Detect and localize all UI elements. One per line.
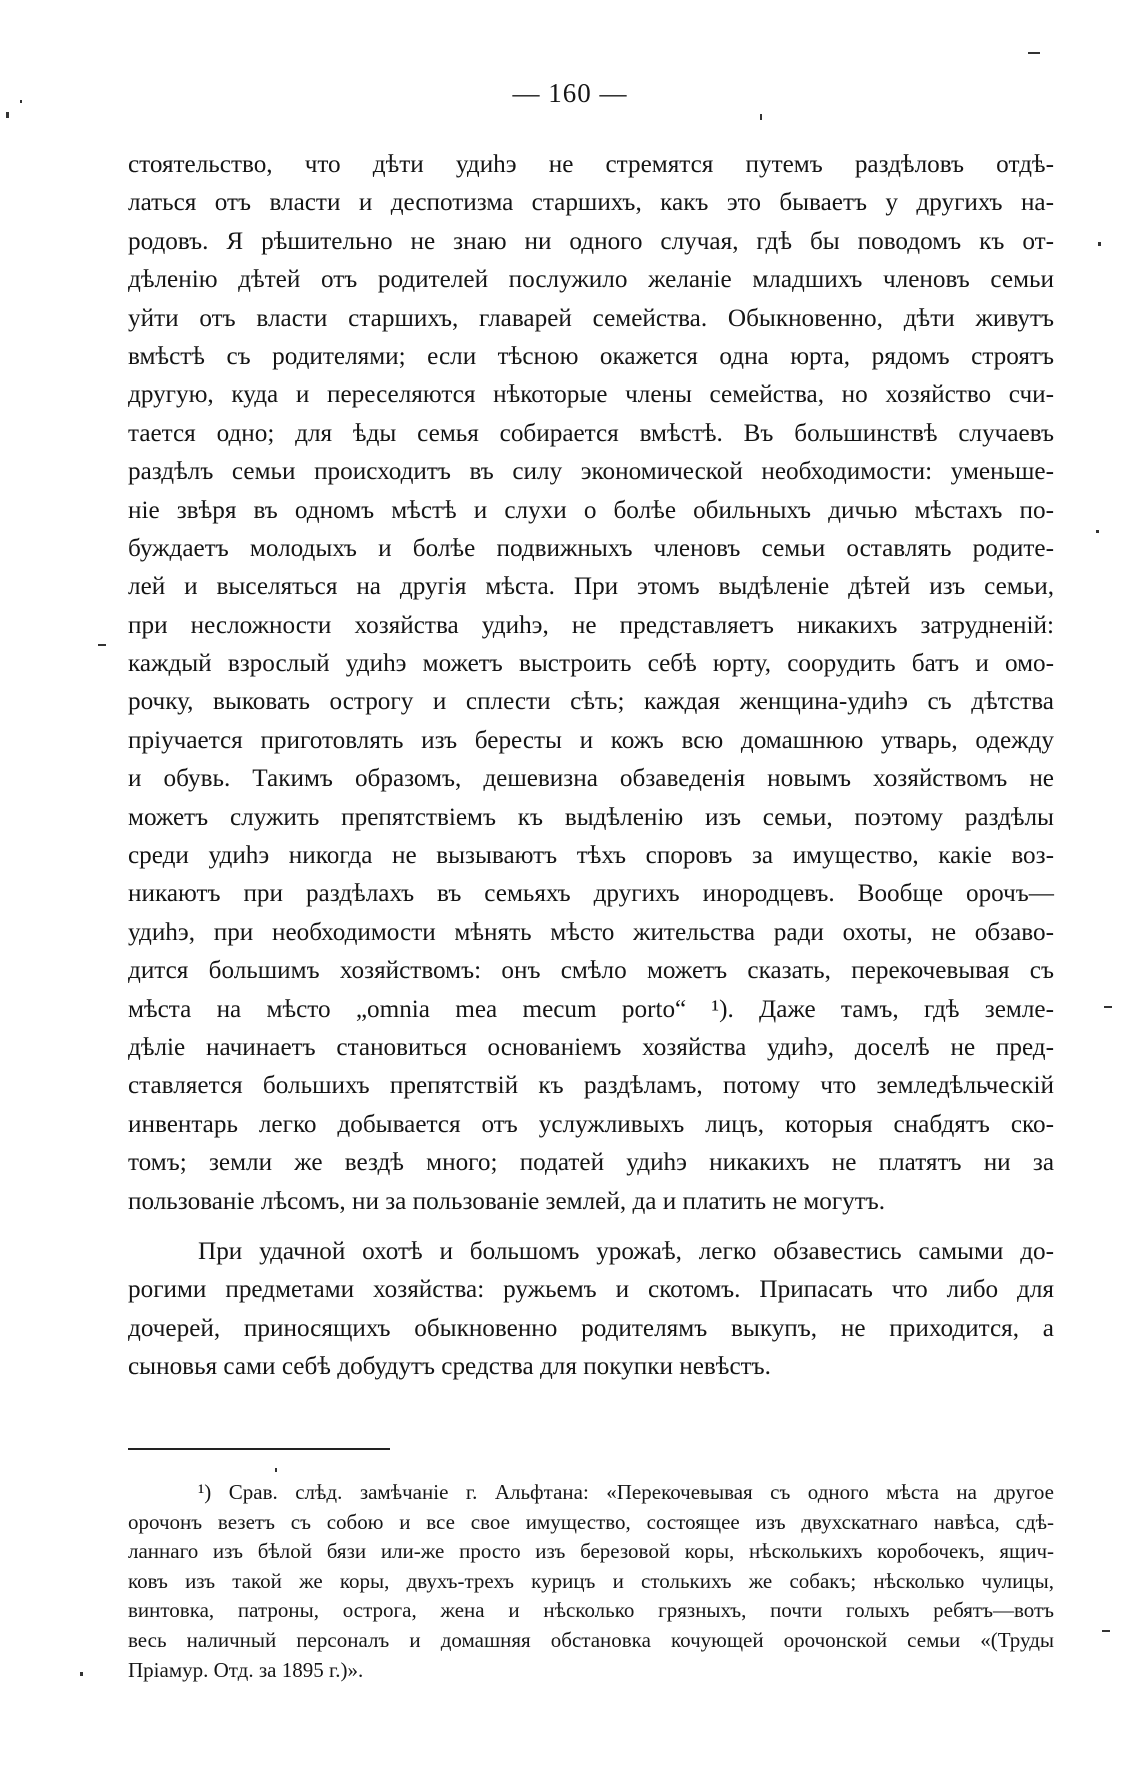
text-line: томъ; земли же вездѣ много; податей удиhэ никакихъ не платятъ ни за [128, 1149, 1054, 1177]
paragraph-gap [128, 1221, 1054, 1233]
text-line: сыновья сами себѣ добудутъ средства для покупки невѣстъ. [128, 1353, 771, 1381]
paragraph-1 [128, 146, 1054, 1221]
text-line: удиhэ, при необходимости мѣнять мѣсто жительства ради охоты, не обзаво- [128, 918, 1054, 946]
footnote-line: орочонъ везетъ съ собою и все свое имущество, состоящее изъ двухскатнаго навѣса, сдѣ- [128, 1509, 1054, 1534]
text-line: дѣліе начинаетъ становиться основаніемъ хозяйства удиhэ, доселѣ не пред- [128, 1033, 1054, 1061]
footnote-line: весь наличный персоналъ и домашняя обстановка кочующей орочонской семьи «(Труды [128, 1627, 1054, 1652]
text-line: другую, куда и переселяются нѣкоторые члены семейства, но хозяйство счи- [128, 381, 1054, 409]
footnote-line: винтовка, патроны, острога, жена и нѣсколько грязныхъ, почти голыхъ ребятъ—вотъ [128, 1598, 1054, 1623]
text-line: можетъ служить препятствіемъ къ выдѣленію изъ семьи, поэтому раздѣлы [128, 803, 1054, 831]
text-line: при несложности хозяйства удиhэ, не представляетъ никакихъ затрудненій: [128, 611, 1054, 639]
scan-mark [1096, 530, 1099, 533]
scan-mark [1098, 242, 1101, 246]
text-line: среди удиhэ никогда не вызываютъ тѣхъ споровъ за имущество, какіе воз- [128, 842, 1054, 870]
text-line: родовъ. Я рѣшительно не знаю ни одного случая, гдѣ бы поводомъ къ от- [128, 227, 1054, 255]
text-line: ніе звѣря въ одномъ мѣстѣ и слухи о болѣе обильныхъ дичью мѣстахъ по- [128, 496, 1054, 524]
footnote-line: ¹) Срав. слѣд. замѣчаніе г. Альфтана: «Перекочевывая съ одного мѣста на другое [198, 1480, 1054, 1504]
text-line: стоятельство, что дѣти удиhэ не стремятся путемъ раздѣловъ отдѣ- [128, 151, 1054, 178]
text-line: мѣста на мѣсто „omnia mea mecum porto“ ¹). Даже тамъ, гдѣ земле- [128, 995, 1054, 1023]
scan-mark [275, 1468, 277, 1472]
text-line: При удачной охотѣ и большомъ урожаѣ, легко обзавестись самыми до- [198, 1237, 1054, 1265]
text-line: ставляется большихъ препятствій къ раздѣламъ, потому что земледѣльческій [128, 1072, 1054, 1100]
text-line: никаютъ при раздѣлахъ въ семьяхъ другихъ инородцевъ. Вообще орочъ— [128, 880, 1054, 908]
footnote [128, 1478, 1054, 1685]
text-line: каждый взрослый удиhэ можетъ выстроить себѣ юрту, соорудить батъ и омо- [128, 650, 1054, 678]
text-line: вмѣстѣ съ родителями; если тѣсною окажется одна юрта, рядомъ строятъ [128, 342, 1054, 370]
text-line: дочерей, приносящихъ обыкновенно родителямъ выкупъ, не приходится, а [128, 1314, 1054, 1342]
scan-mark [20, 100, 22, 103]
text-line: рогими предметами хозяйства: ружьемъ и скотомъ. Припасать что либо для [128, 1276, 1054, 1304]
footnote-line: ковъ изъ такой же коры, двухъ-трехъ курицъ и столькихъ же собакъ; нѣсколько чулицы, [128, 1568, 1054, 1593]
text-line: и обувь. Такимъ образомъ, дешевизна обзаведенія новымъ хозяйствомъ не [128, 765, 1054, 793]
scan-mark [6, 112, 9, 118]
paragraph-2 [128, 1233, 1054, 1387]
footnote-line: Пріамур. Отд. за 1895 г.)». [128, 1657, 364, 1682]
scan-mark [760, 114, 762, 120]
text-line: инвентарь легко добывается отъ услужливыхъ лицъ, которыя снабдятъ ско- [128, 1110, 1054, 1138]
text-line: пріучается приготовлять изъ бересты и кожъ всю домашнюю утварь, одежду [128, 726, 1054, 754]
text-line: буждаетъ молодыхъ и болѣе подвижныхъ членовъ семьи оставлять родите- [128, 534, 1054, 562]
text-line: рочку, выковать острогу и сплести сѣть; каждая женщина-удиhэ съ дѣтства [128, 688, 1054, 716]
text-line: уйти отъ власти старшихъ, главарей семейства. Обыкновенно, дѣти живутъ [128, 304, 1054, 332]
text-line: дѣленію дѣтей отъ родителей послужило желаніе младшихъ членовъ семьи [128, 266, 1054, 294]
scan-mark [1104, 1006, 1112, 1008]
text-line: раздѣлъ семьи происходитъ въ силу экономической необходимости: уменьше- [128, 458, 1054, 486]
text-line: дится большимъ хозяйствомъ: онъ смѣло можетъ сказать, перекочевывая съ [128, 957, 1054, 985]
main-text [128, 146, 1054, 1387]
scan-mark [80, 1672, 83, 1676]
text-line: латься отъ власти и деспотизма старшихъ, какъ это бываетъ у другихъ на- [128, 189, 1054, 217]
text-line: тается одно; для ѣды семья собирается вмѣстѣ. Въ большинствѣ случаевъ [128, 419, 1054, 447]
text-line: лей и выселяться на другія мѣста. При этомъ выдѣленіе дѣтей изъ семьи, [128, 573, 1054, 601]
page-number: — 160 — [512, 78, 628, 108]
scan-mark [1028, 52, 1040, 54]
scan-mark [98, 644, 106, 646]
scan-mark [1102, 1630, 1110, 1632]
footnote-line: ланнаго изъ бѣлой бязи или-же просто изъ березовой коры, нѣсколькихъ коробочекъ, ящич- [128, 1539, 1054, 1564]
text-line: пользованіе лѣсомъ, ни за пользованіе землей, да и платить не могутъ. [128, 1187, 886, 1215]
footnote-divider [128, 1448, 390, 1450]
